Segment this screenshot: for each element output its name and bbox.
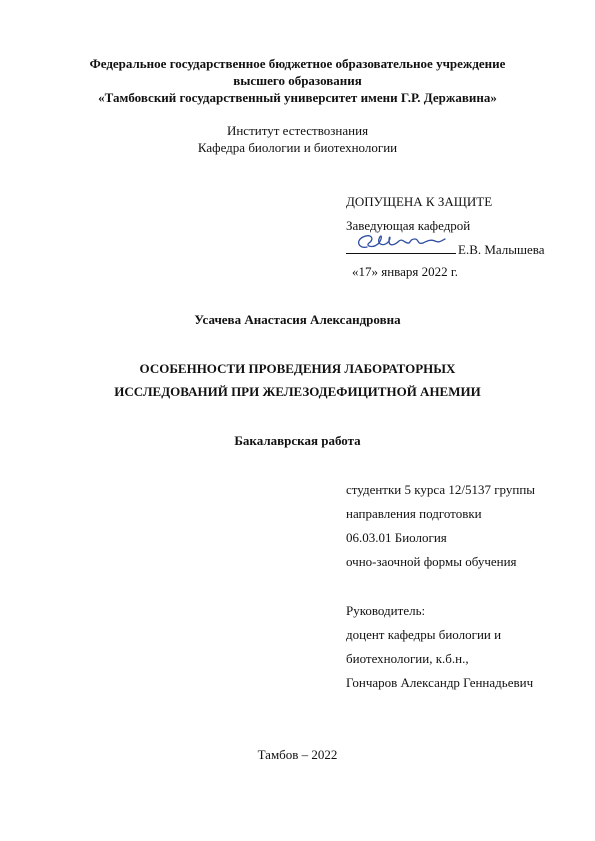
- approval-role: Заведующая кафедрой: [346, 218, 471, 233]
- author-name: Усачева Анастасия Александровна: [194, 312, 401, 327]
- supervisor-position-line2: биотехнологии, к.б.н.,: [346, 651, 469, 666]
- city-year: Тамбов – 2022: [257, 747, 338, 762]
- handwritten-signature: [345, 229, 455, 255]
- supervisor-position-line1: доцент кафедры биологии и: [346, 627, 502, 642]
- work-title-line2: ИССЛЕДОВАНИЙ ПРИ ЖЕЛЕЗОДЕФИЦИТНОЙ АНЕМИИ: [114, 384, 481, 399]
- approval-title: ДОПУЩЕНА К ЗАЩИТЕ: [346, 194, 493, 209]
- work-type: Бакалаврская работа: [234, 433, 361, 448]
- university-header-line1: Федеральное государственное бюджетное образовательное учреждение: [89, 56, 506, 71]
- supervisor-name: Гончаров Александр Геннадьевич: [346, 675, 534, 690]
- student-info-line1: студентки 5 курса 12/5137 группы: [346, 482, 536, 497]
- student-info-line3: 06.03.01 Биология: [346, 530, 447, 545]
- student-info-line2: направления подготовки: [346, 506, 482, 521]
- university-header-line3: «Тамбовский государственный университет имени Г.Р. Державина»: [98, 90, 497, 105]
- approval-date: «17» января 2022 г.: [352, 264, 459, 279]
- work-title-line1: ОСОБЕННОСТИ ПРОВЕДЕНИЯ ЛАБОРАТОРНЫХ: [139, 361, 456, 376]
- approver-name: Е.В. Малышева: [458, 242, 545, 257]
- institute-name: Институт естествознания: [226, 123, 369, 138]
- student-info-line4: очно-заочной формы обучения: [346, 554, 517, 569]
- supervisor-label: Руководитель:: [346, 603, 426, 618]
- department-name: Кафедра биологии и биотехнологии: [197, 140, 398, 155]
- university-header-line2: высшего образования: [233, 73, 362, 88]
